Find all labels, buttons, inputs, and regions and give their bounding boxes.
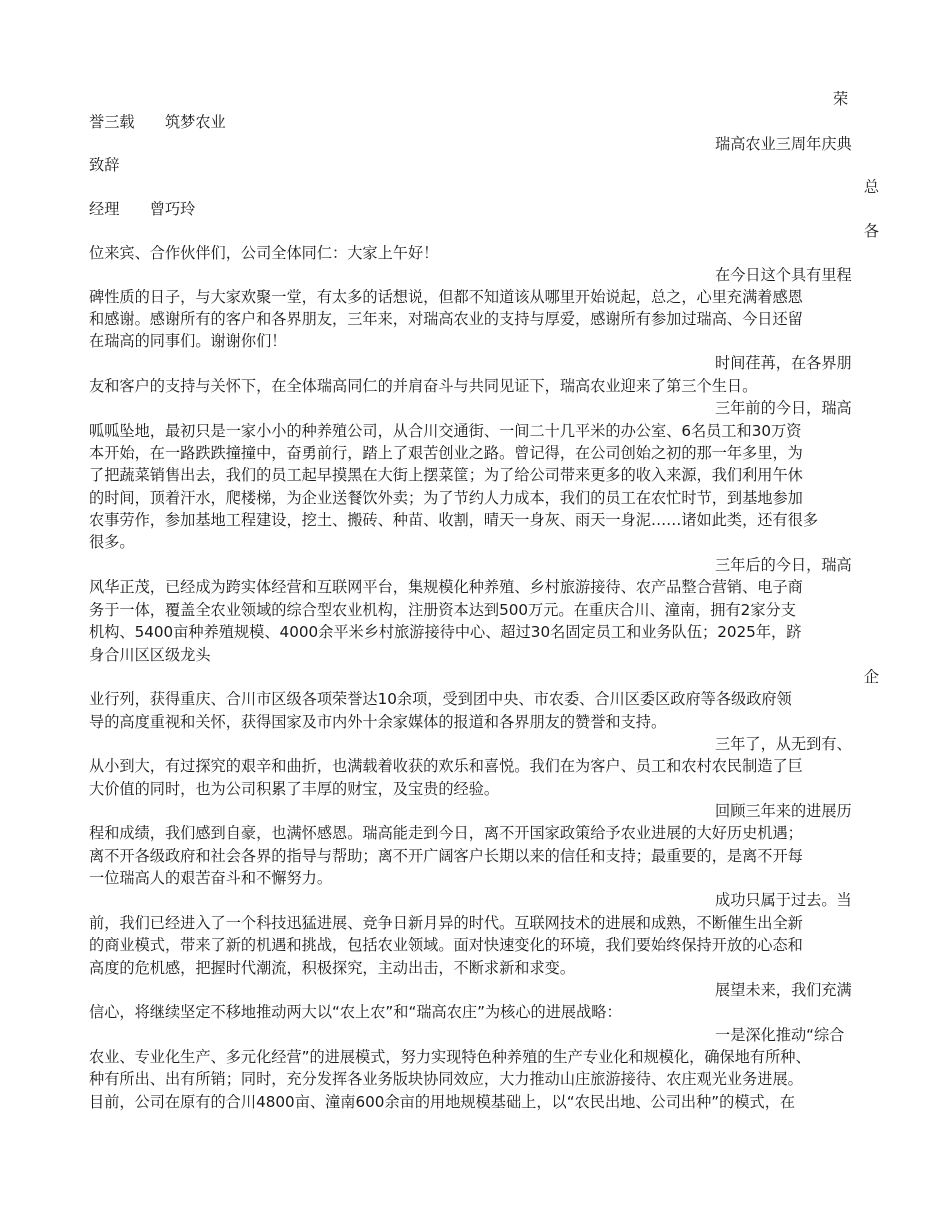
greeting-part1: 各: [863, 222, 879, 240]
p2-indent: 时间荏苒，在各界朋: [715, 354, 852, 372]
author-part1: 总: [863, 178, 879, 196]
p4-break-char: 企: [863, 668, 879, 686]
p1-indent: 在今日这个具有里程: [715, 266, 852, 284]
p7-indent: 成功只属于过去。当: [715, 891, 852, 909]
p2-line: 友和客户的支持与关怀下，在全体瑞高同仁的并肩奋斗与共同见证下，瑞高农业迎来了第三个生日。: [89, 377, 758, 395]
p9-line: 农业、专业化生产、多元化经营”的进展模式，努力实现特色种养殖的生产专业化和规模化，确保地有所种、: [89, 1048, 811, 1066]
title-part1: 荣: [833, 90, 849, 108]
p3-line: 了把蔬菜销售出去，我们的员工起早摸黑在大街上摆菜筐；为了给公司带来更多的收入来源，我们利用午休: [89, 466, 803, 484]
p4-indent: 三年后的今日，瑞高: [715, 556, 852, 574]
p4-line: 风华正茂，已经成为跨实体经营和互联网平台，集规模化种养殖、乡村旅游接待、农产品整合营销、电子商: [89, 578, 803, 596]
p1-line: 和感谢。感谢所有的客户和各界朋友，三年来，对瑞高农业的支持与厚爱，感谢所有参加过瑞高、今日还留: [89, 310, 803, 328]
p5-line: 大价值的同时，也为公司积累了丰厚的财宝，及宝贵的经验。: [89, 780, 500, 798]
p7-line: 高度的危机感，把握时代潮流，积极探究，主动出击，不断求新和求变。: [89, 959, 575, 977]
p7-line: 前，我们已经进入了一个科技迅猛进展、竞争日新月异的时代。互联网技术的进展和成熟，不断催生出全新: [89, 914, 803, 932]
p4-line: 身合川区区级龙头: [89, 646, 211, 664]
p4-line: 业行列，获得重庆、合川市区级各项荣誉达10余项，受到团中央、市农委、合川区委区政府等各级政府领: [89, 690, 792, 708]
p6-line: 程和成绩，我们感到自豪，也满怀感恩。瑞高能走到今日，离不开国家政策给予农业进展的大好历史机遇；: [89, 824, 803, 842]
title-part2: 誉三载 筑梦农业: [89, 113, 226, 131]
greeting-part2: 位来宾、合作伙伴们，公司全体同仁：大家上午好！: [89, 244, 439, 262]
p4-line: 导的高度重视和关怀，获得国家及市内外十余家媒体的报道和各界朋友的赞誉和支持。: [89, 713, 667, 731]
p3-indent: 三年前的今日，瑞高: [715, 399, 852, 417]
p9-indent: 一是深化推动“综合: [715, 1026, 845, 1044]
p3-line: 很多。: [89, 533, 135, 551]
p1-line: 碑性质的日子，与大家欢聚一堂，有太多的话想说，但都不知道该从哪里开始说起，总之，心里充满着感恩: [89, 288, 803, 306]
p8-indent: 展望未来，我们充满: [715, 981, 852, 999]
p4-line: 务于一体，覆盖全农业领域的综合型农业机构，注册资本达到500万元。在重庆合川、潼南，拥有2家分支: [89, 601, 796, 619]
p4-line: 机构、5400亩种养殖规模、4000余平米乡村旅游接待中心、超过30名固定员工和业务队伍；2025年，跻: [89, 623, 802, 641]
p6-indent: 回顾三年来的进展历: [715, 802, 852, 820]
p7-line: 的商业模式，带来了新的机遇和挑战，包括农业领域。面对快速变化的环境，我们要始终保持开放的心态和: [89, 936, 803, 954]
p5-indent: 三年了，从无到有、: [715, 735, 852, 753]
p3-line: 本开始，在一路跌跌撞撞中，奋勇前行，踏上了艰苦创业之路。曾记得，在公司创始之初的那一年多里，为: [89, 444, 803, 462]
p9-line: 种有所出、出有所销；同时，充分发挥各业务版块协同效应，大力推动山庄旅游接待、农庄观光业务进展。: [89, 1070, 803, 1088]
p3-line: 农事劳作，参加基地工程建设，挖土、搬砖、种苗、收割，晴天一身灰、雨天一身泥……诸如此类，还有很多: [89, 511, 818, 529]
p6-line: 一位瑞高人的艰苦奋斗和不懈努力。: [89, 869, 332, 887]
p6-line: 离不开各级政府和社会各界的指导与帮助；离不开广阔客户长期以来的信任和支持；最重要的，是离不开每: [89, 847, 803, 865]
subtitle: 瑞高农业三周年庆典: [715, 135, 852, 153]
p1-line: 在瑞高的同事们。谢谢你们！: [89, 332, 287, 350]
p5-line: 从小到大，有过探究的艰辛和曲折，也满载着收获的欢乐和喜悦。我们在为客户、员工和农村农民制造了巨: [89, 757, 803, 775]
author-part2: 经理 曾巧玲: [89, 200, 196, 218]
p8-line: 信心，将继续坚定不移地推动两大以“农上农”和“瑞高农庄”为核心的进展战略：: [89, 1003, 622, 1021]
p3-line: 呱呱坠地，最初只是一家小小的种养殖公司，从合川交通街、一间二十几平米的办公室、6名员工和30万资: [89, 422, 802, 440]
p9-line: 目前，公司在原有的合川4800亩、潼南600余亩的用地规模基础上，以“农民出地、公司出种”的模式，在: [89, 1093, 796, 1111]
p3-line: 的时间，顶着汗水，爬楼梯，为企业送餐饮外卖；为了节约人力成本，我们的员工在农忙时节，到基地参加: [89, 489, 803, 507]
subtitle-tail: 致辞: [89, 156, 120, 174]
